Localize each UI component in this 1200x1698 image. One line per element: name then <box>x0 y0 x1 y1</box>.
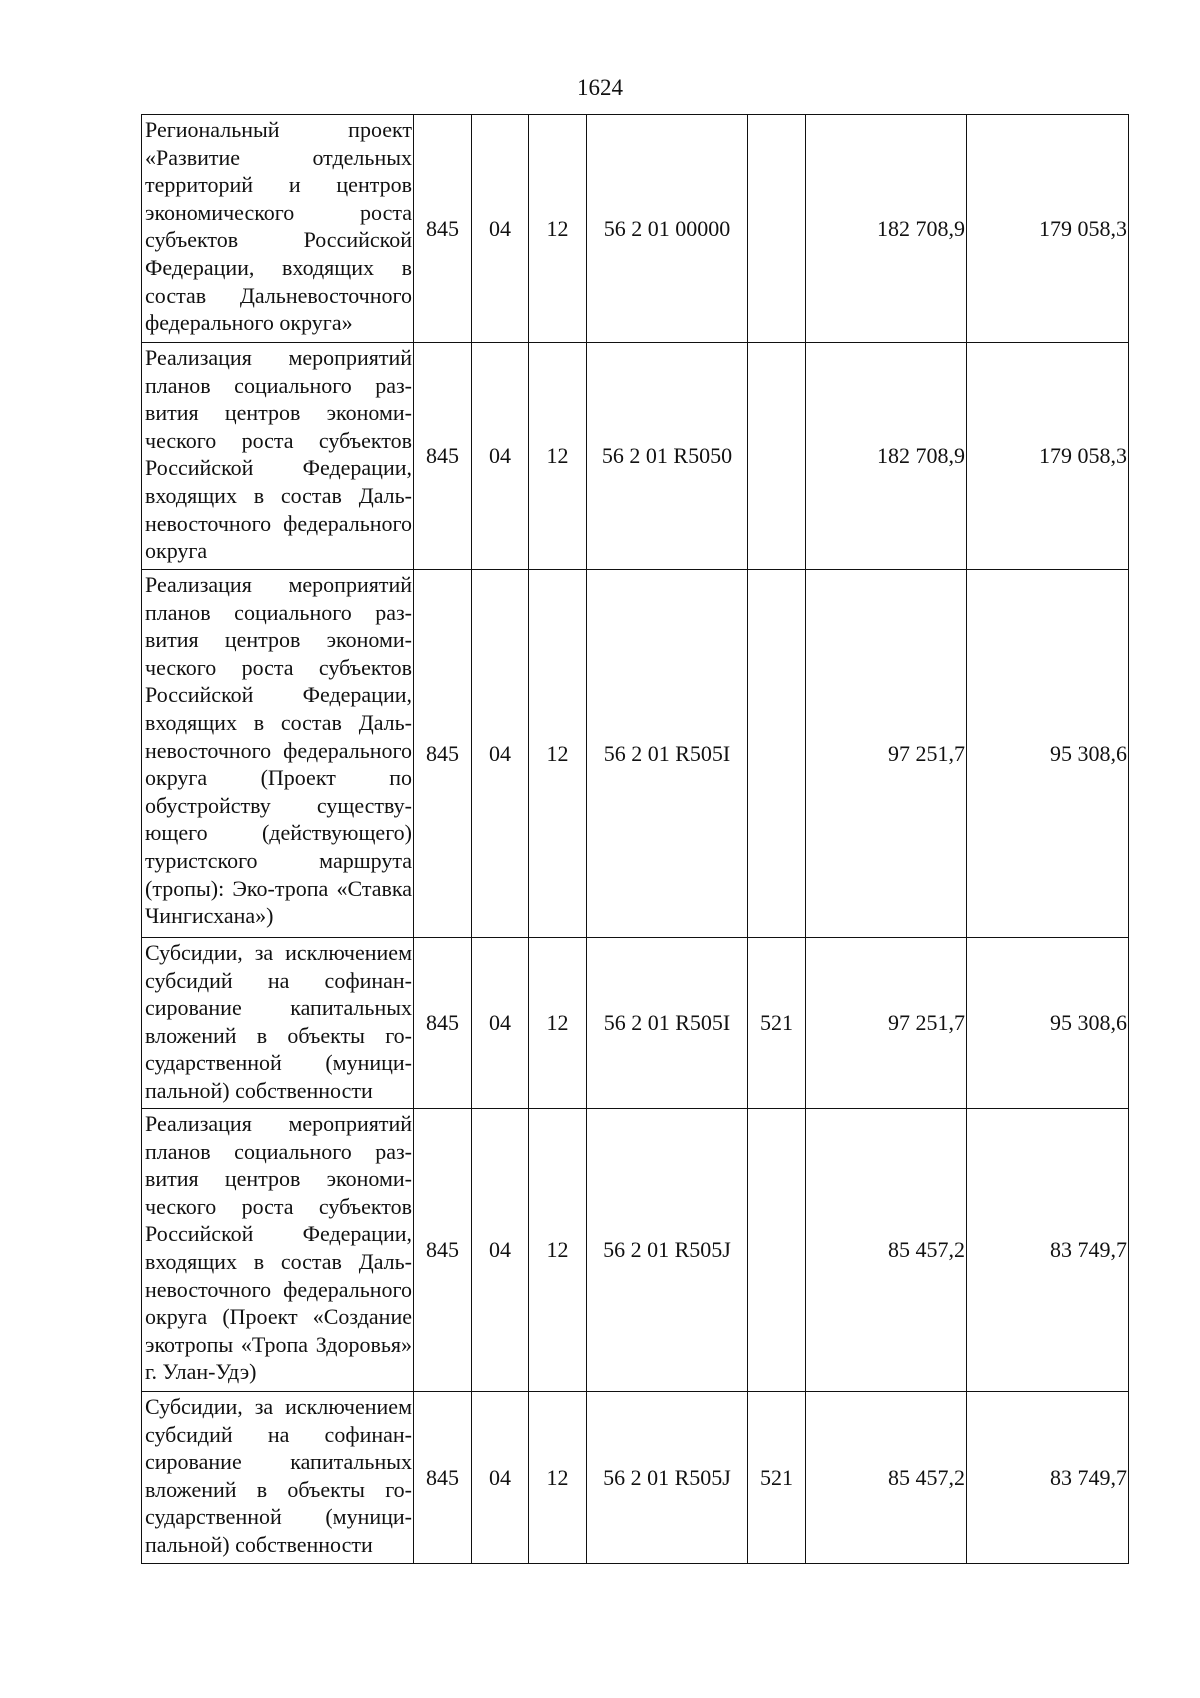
amount-year-2: 95 308,6 <box>967 938 1129 1109</box>
expense-type-code <box>748 115 806 343</box>
amount-year-2: 95 308,6 <box>967 570 1129 938</box>
ministry-code: 845 <box>414 1392 472 1564</box>
table-row <box>142 343 1129 570</box>
expense-type-code <box>748 1109 806 1392</box>
ministry-code: 845 <box>414 938 472 1109</box>
expense-type-code <box>748 343 806 570</box>
subsection-code: 12 <box>529 1392 587 1564</box>
row-name: Субсидии, за исключением субсидий на софинансирование капитальных вложений в объекты государственной (муниципальной) собственности <box>142 1392 414 1564</box>
amount-year-1: 97 251,7 <box>806 570 967 938</box>
expense-type-code: 521 <box>748 1392 806 1564</box>
amount-year-1: 85 457,2 <box>806 1392 967 1564</box>
section-code: 04 <box>472 343 529 570</box>
amount-year-2: 179 058,3 <box>967 115 1129 343</box>
subsection-code: 12 <box>529 343 587 570</box>
amount-year-1: 182 708,9 <box>806 115 967 343</box>
row-name: Субсидии, за исключением субсидий на софинансирование капитальных вложений в объекты государственной (муниципальной) собственности <box>142 938 414 1109</box>
amount-year-2: 83 749,7 <box>967 1392 1129 1564</box>
amount-year-2: 179 058,3 <box>967 343 1129 570</box>
target-article-code: 56 2 01 R5050 <box>587 343 748 570</box>
section-code: 04 <box>472 115 529 343</box>
target-article-code: 56 2 01 R505J <box>587 1392 748 1564</box>
subsection-code: 12 <box>529 938 587 1109</box>
subsection-code: 12 <box>529 570 587 938</box>
subsection-code: 12 <box>529 115 587 343</box>
section-code: 04 <box>472 1392 529 1564</box>
ministry-code: 845 <box>414 343 472 570</box>
budget-table <box>141 114 1129 1564</box>
target-article-code: 56 2 01 R505I <box>587 938 748 1109</box>
ministry-code: 845 <box>414 570 472 938</box>
row-name: Реализация мероприятий планов социального развития центров экономического роста субъектов Российской Федерации, входящих в состав Дальневосточного федерального округа (Проект по обустройству существующего (действующего) туристского маршрута (тропы): Эко-тропа «Ставка Чингисхана») <box>142 570 414 938</box>
target-article-code: 56 2 01 R505I <box>587 570 748 938</box>
amount-year-1: 182 708,9 <box>806 343 967 570</box>
section-code: 04 <box>472 570 529 938</box>
ministry-code: 845 <box>414 1109 472 1392</box>
section-code: 04 <box>472 938 529 1109</box>
section-code: 04 <box>472 1109 529 1392</box>
row-name: Реализация мероприятий планов социального развития центров экономического роста субъектов Российской Федерации, входящих в состав Дальневосточного федерального округа (Проект «Создание экотропы «Тропа Здоровья» г. Улан-Удэ) <box>142 1109 414 1392</box>
table-row <box>142 1109 1129 1392</box>
ministry-code: 845 <box>414 115 472 343</box>
amount-year-1: 85 457,2 <box>806 1109 967 1392</box>
subsection-code: 12 <box>529 1109 587 1392</box>
row-name: Реализация мероприятий планов социального развития центров экономического роста субъектов Российской Федерации, входящих в состав Дальневосточного федерального округа <box>142 343 414 570</box>
table-row <box>142 938 1129 1109</box>
amount-year-2: 83 749,7 <box>967 1109 1129 1392</box>
amount-year-1: 97 251,7 <box>806 938 967 1109</box>
row-name: Региональный проект «Развитие отдельных территорий и центров экономического роста субъектов Российской Федерации, входящих в состав Дальневосточного федерального округа» <box>142 115 414 343</box>
target-article-code: 56 2 01 00000 <box>587 115 748 343</box>
table-row <box>142 1392 1129 1564</box>
target-article-code: 56 2 01 R505J <box>587 1109 748 1392</box>
table-row <box>142 115 1129 343</box>
page-number: 1624 <box>577 75 623 100</box>
expense-type-code: 521 <box>748 938 806 1109</box>
table-row <box>142 570 1129 938</box>
expense-type-code <box>748 570 806 938</box>
